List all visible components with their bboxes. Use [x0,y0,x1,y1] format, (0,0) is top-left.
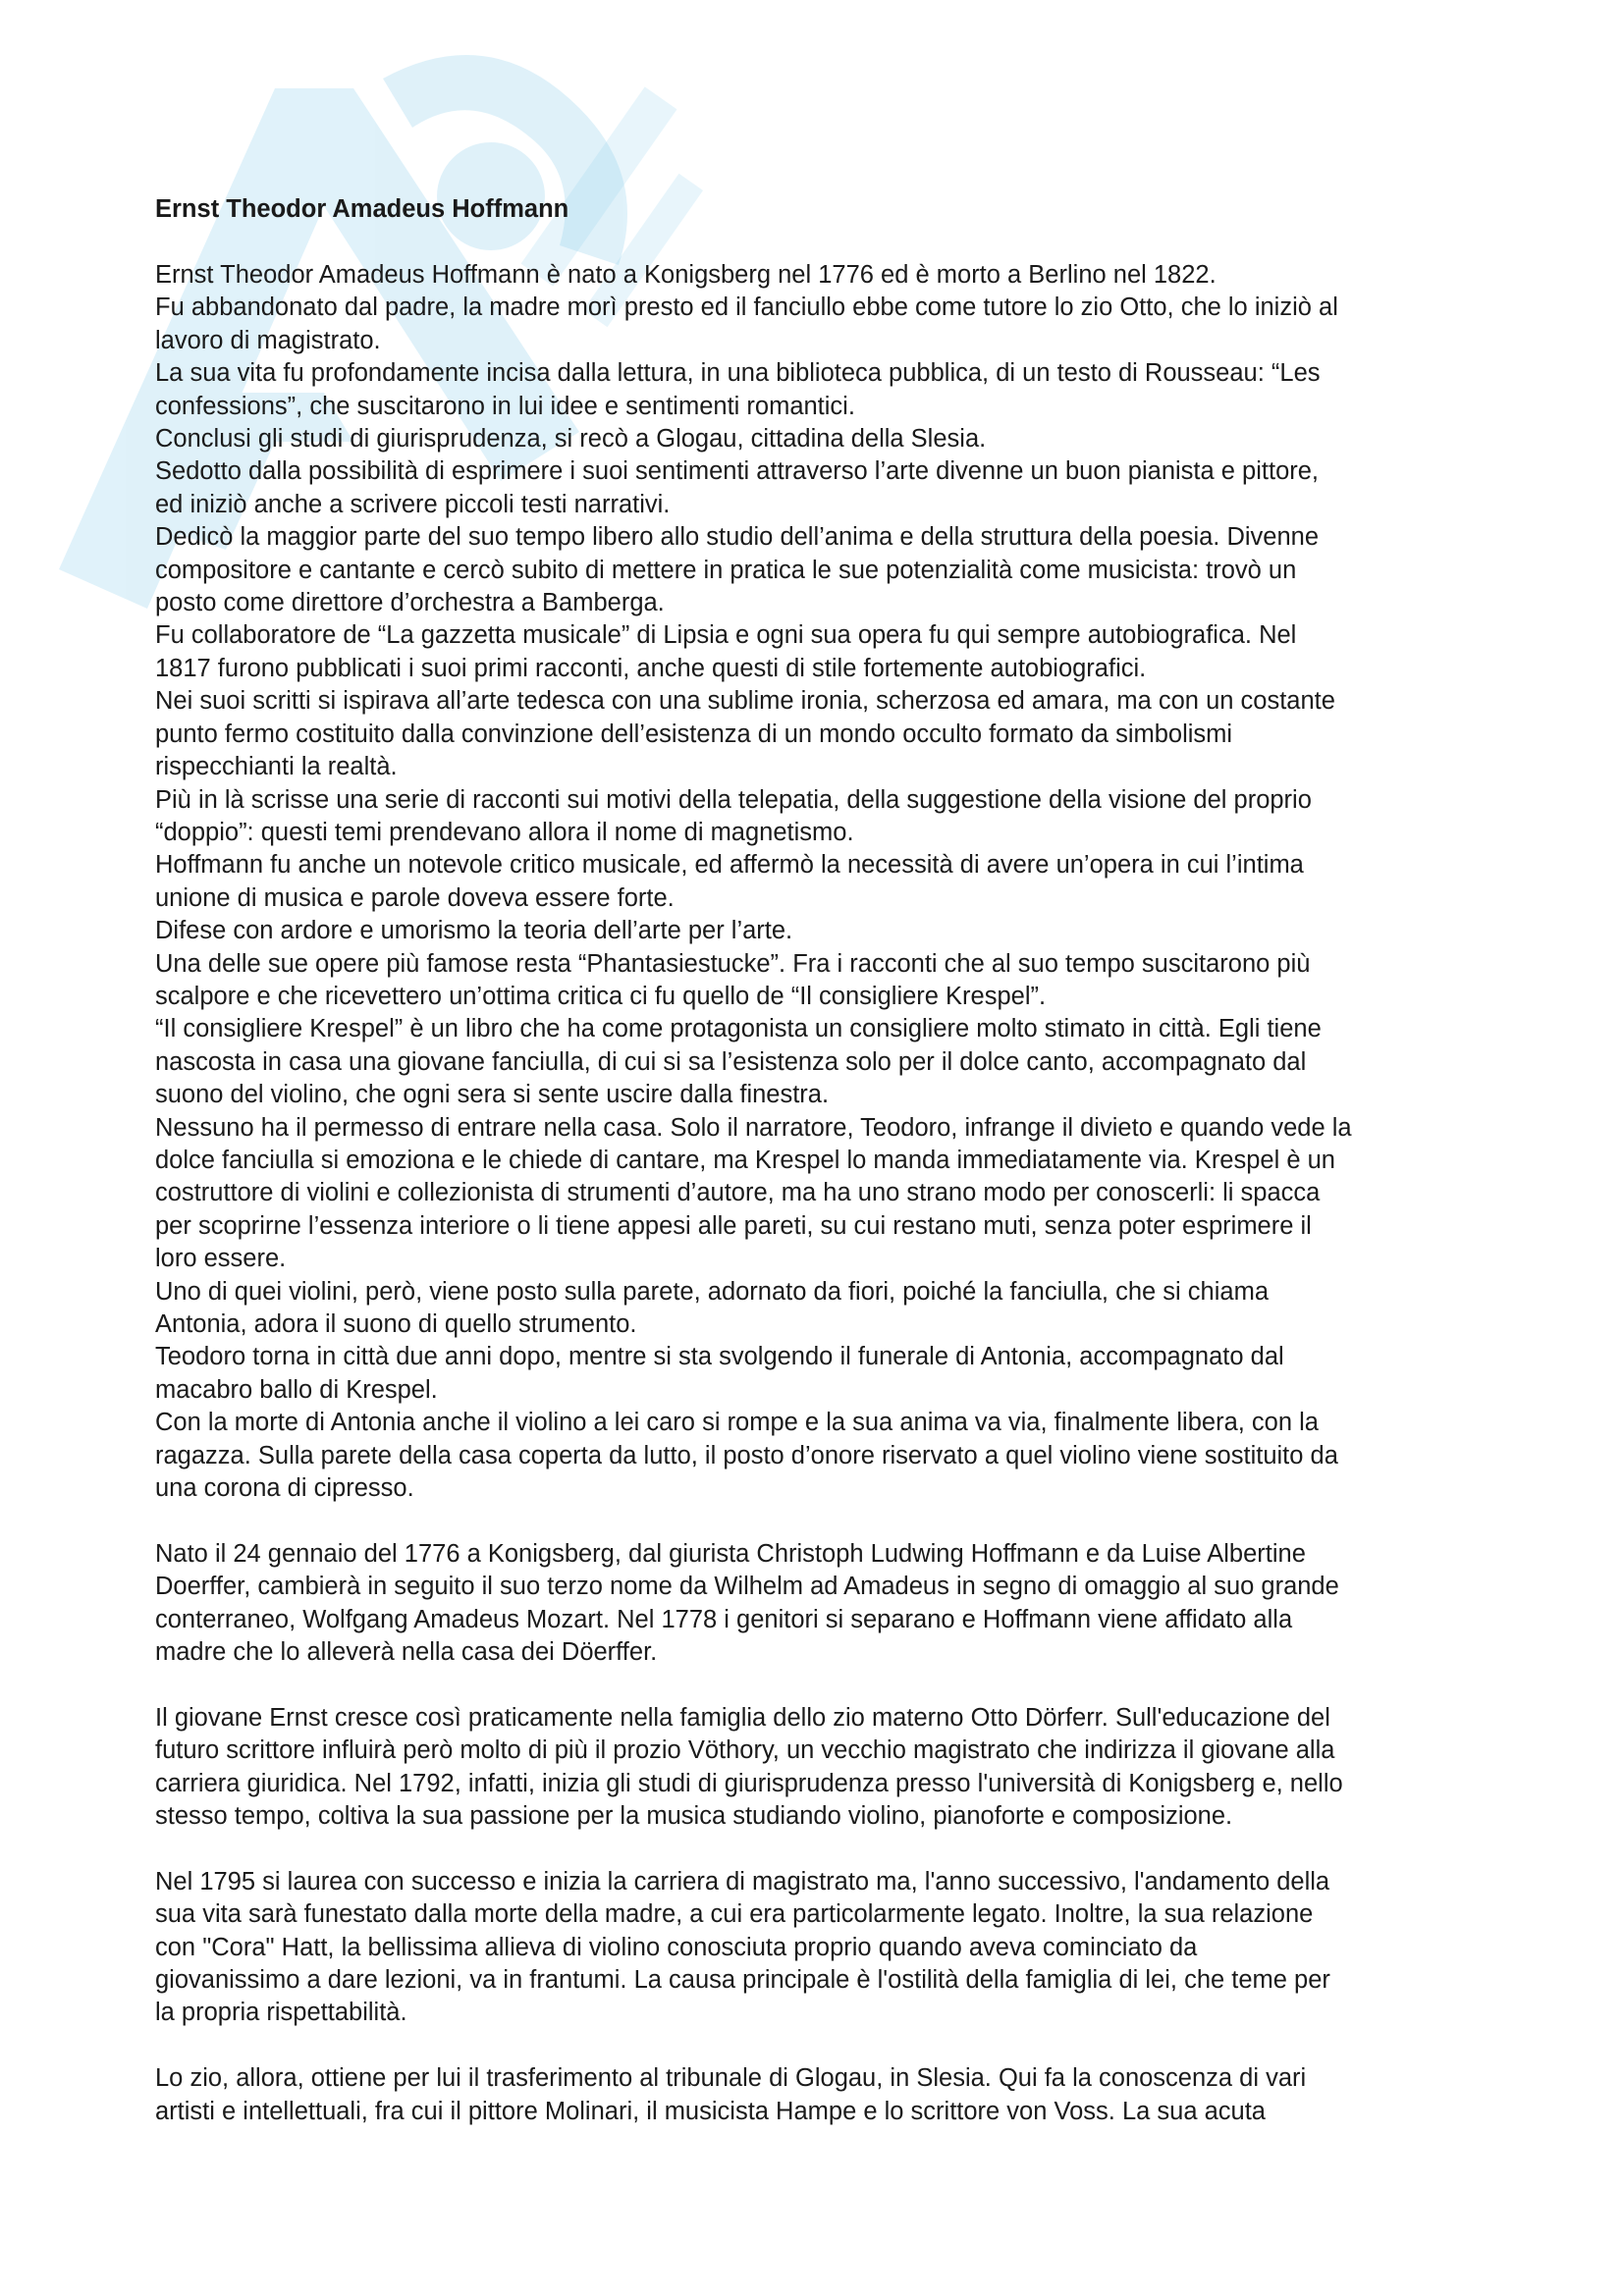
text-line: nascosta in casa una giovane fanciulla, di cui si sa l’esistenza solo per il dolce canto, accompagnato dal [155,1047,1307,1076]
text-line: punto fermo costituito dalla convinzione dell’esistenza di un mondo occulto formato da simbolismi [155,720,1233,748]
text-line: con "Cora" Hatt, la bellissima allieva di violino conosciuta proprio quando aveva cominciato da [155,1933,1198,1961]
text-line: Nel 1795 si laurea con successo e inizia la carriera di magistrato ma, l'anno successivo, l'andamento della [155,1867,1330,1896]
text-line: Fu abbandonato dal padre, la madre morì presto ed il fanciullo ebbe come tutore lo zio Otto, che lo iniziò al [155,294,1338,322]
text-line: futuro scrittore influirà però molto di più il prozio Vöthory, un vecchio magistrato che indirizza il giovane alla [155,1736,1335,1765]
paragraph-graduation [155,1866,1490,2030]
text-line: Nato il 24 gennaio del 1776 a Konigsberg, dal giurista Christoph Ludwing Hoffmann e da Luise Albertine [155,1539,1306,1568]
text-line: Conclusi gli studi di giurisprudenza, si recò a Glogau, cittadina della Slesia. [155,425,987,454]
text-line: Dedicò la maggior parte del suo tempo libero allo studio dell’anima e della struttura della poesia. Divenne [155,523,1320,552]
text-line: artisti e intellettuali, fra cui il pittore Molinari, il musicista Hampe e lo scrittore von Voss. La sua acuta [155,2097,1266,2125]
text-line: Lo zio, allora, ottiene per lui il trasferimento al tribunale di Glogau, in Slesia. Qui fa la conoscenza di vari [155,2064,1307,2093]
text-line: scalpore e che ricevettero un’ottima critica ci fu quello de “Il consigliere Krespel”. [155,982,1047,1010]
text-line: Il giovane Ernst cresce così praticamente nella famiglia dello zio materno Otto Dörferr. Sull'educazione del [155,1703,1330,1732]
text-line: suono del violino, che ogni sera si sente uscire dalla finestra. [155,1081,830,1109]
text-line: Teodoro torna in città due anni dopo, mentre si sta svolgendo il funerale di Antonia, accompagnato dal [155,1343,1284,1371]
paragraph-glogau [155,2062,1490,2128]
document-page [155,192,1490,2161]
text-line: “doppio”: questi temi prendevano allora il nome di magnetismo. [155,818,854,846]
text-line: compositore e cantante e cercò subito di mettere in pratica le sue potenzialità come musicista: trovò un [155,556,1297,584]
text-line: carriera giuridica. Nel 1792, infatti, inizia gli studi di giurisprudenza presso l'università di Konigsberg e, nello [155,1769,1343,1797]
text-line: lavoro di magistrato. [155,326,381,354]
text-line: stesso tempo, coltiva la sua passione per la musica studiando violino, pianoforte e composizione. [155,1802,1233,1831]
text-line: Hoffmann fu anche un notevole critico musicale, ed affermò la necessità di avere un’opera in cui l’intima [155,851,1304,880]
text-line: posto come direttore d’orchestra a Bamberga. [155,589,665,617]
text-line: la propria rispettabilità. [155,1999,407,2027]
text-line: loro essere. [155,1245,287,1273]
text-line: Antonia, adora il suono di quello strumento. [155,1310,637,1338]
text-line: confessions”, che suscitarono in lui idee e sentimenti romantici. [155,392,855,420]
text-line: una corona di cipresso. [155,1474,414,1503]
text-line: dolce fanciulla si emoziona e le chiede di cantare, ma Krespel lo manda immediatamente via. Krespel è un [155,1146,1335,1174]
text-line: Difese con ardore e umorismo la teoria dell’arte per l’arte. [155,917,793,945]
text-line: giovanissimo a dare lezioni, va in frantumi. La causa principale è l'ostilità della famiglia di lei, che teme per [155,1966,1330,1995]
text-line: Uno di quei violini, però, viene posto sulla parete, adornato da fiori, poiché la fanciulla, che si chiama [155,1277,1270,1306]
text-line: La sua vita fu profondamente incisa dalla lettura, in una biblioteca pubblica, di un testo di Rousseau: “Les [155,359,1321,388]
paragraph-birth [155,1538,1490,1670]
text-line: rispecchianti la realtà. [155,753,398,781]
text-line: macabro ballo di Krespel. [155,1375,438,1404]
paragraph-youth [155,1702,1490,1834]
text-line: madre che lo alleverà nella casa dei Döerffer. [155,1638,658,1667]
text-line: Con la morte di Antonia anche il violino a lei caro si rompe e la sua anima va via, finalmente libera, con la [155,1409,1319,1437]
text-line: sua vita sarà funestato dalla morte della madre, a cui era particolarmente legato. Inoltre, la sua relazione [155,1900,1314,1929]
text-line: ed iniziò anche a scrivere piccoli testi narrativi. [155,490,671,518]
text-line: ragazza. Sulla parete della casa coperta da lutto, il posto d’onore riservato a quel violino viene sostituito da [155,1441,1338,1469]
text-line: Fu collaboratore de “La gazzetta musicale” di Lipsia e ogni sua opera fu qui sempre autobiografica. Nel [155,621,1297,650]
text-line: Ernst Theodor Amadeus Hoffmann è nato a Konigsberg nel 1776 ed è morto a Berlino nel 1822. [155,261,1217,289]
text-line: Una delle sue opere più famose resta “Phantasiestucke”. Fra i racconti che al suo tempo suscitarono più [155,949,1311,978]
text-line: Nei suoi scritti si ispirava all’arte tedesca con una sublime ironia, scherzosa ed amara, ma con un costante [155,687,1335,716]
text-line: unione di musica e parole doveva essere forte. [155,883,675,912]
text-line: Nessuno ha il permesso di entrare nella casa. Solo il narratore, Teodoro, infrange il divieto e quando vede la [155,1113,1352,1142]
document-title: Ernst Theodor Amadeus Hoffmann [155,195,569,223]
text-line: conterraneo, Wolfgang Amadeus Mozart. Nel 1778 i genitori si separano e Hoffmann viene affidato alla [155,1605,1293,1633]
text-line: per scoprirne l’essenza interiore o li tiene appesi alle pareti, su cui restano muti, senza poter esprimere il [155,1211,1312,1240]
intro-section [155,259,1490,1505]
text-line: Sedotto dalla possibilità di esprimere i suoi sentimenti attraverso l’arte divenne un buon pianista e pittore, [155,457,1320,486]
text-line: Più in là scrisse una serie di racconti sui motivi della telepatia, della suggestione della visione del proprio [155,785,1312,814]
text-line: 1817 furono pubblicati i suoi primi racconti, anche questi di stile fortemente autobiografici. [155,654,1147,682]
text-line: “Il consigliere Krespel” è un libro che ha come protagonista un consigliere molto stimato in città. Egli tiene [155,1015,1322,1043]
text-line: costruttore di violini e collezionista di strumenti d’autore, ma ha uno strano modo per conoscerli: li spacca [155,1179,1321,1207]
text-line: Doerffer, cambierà in seguito il suo terzo nome da Wilhelm ad Amadeus in segno di omaggio al suo grande [155,1573,1339,1601]
